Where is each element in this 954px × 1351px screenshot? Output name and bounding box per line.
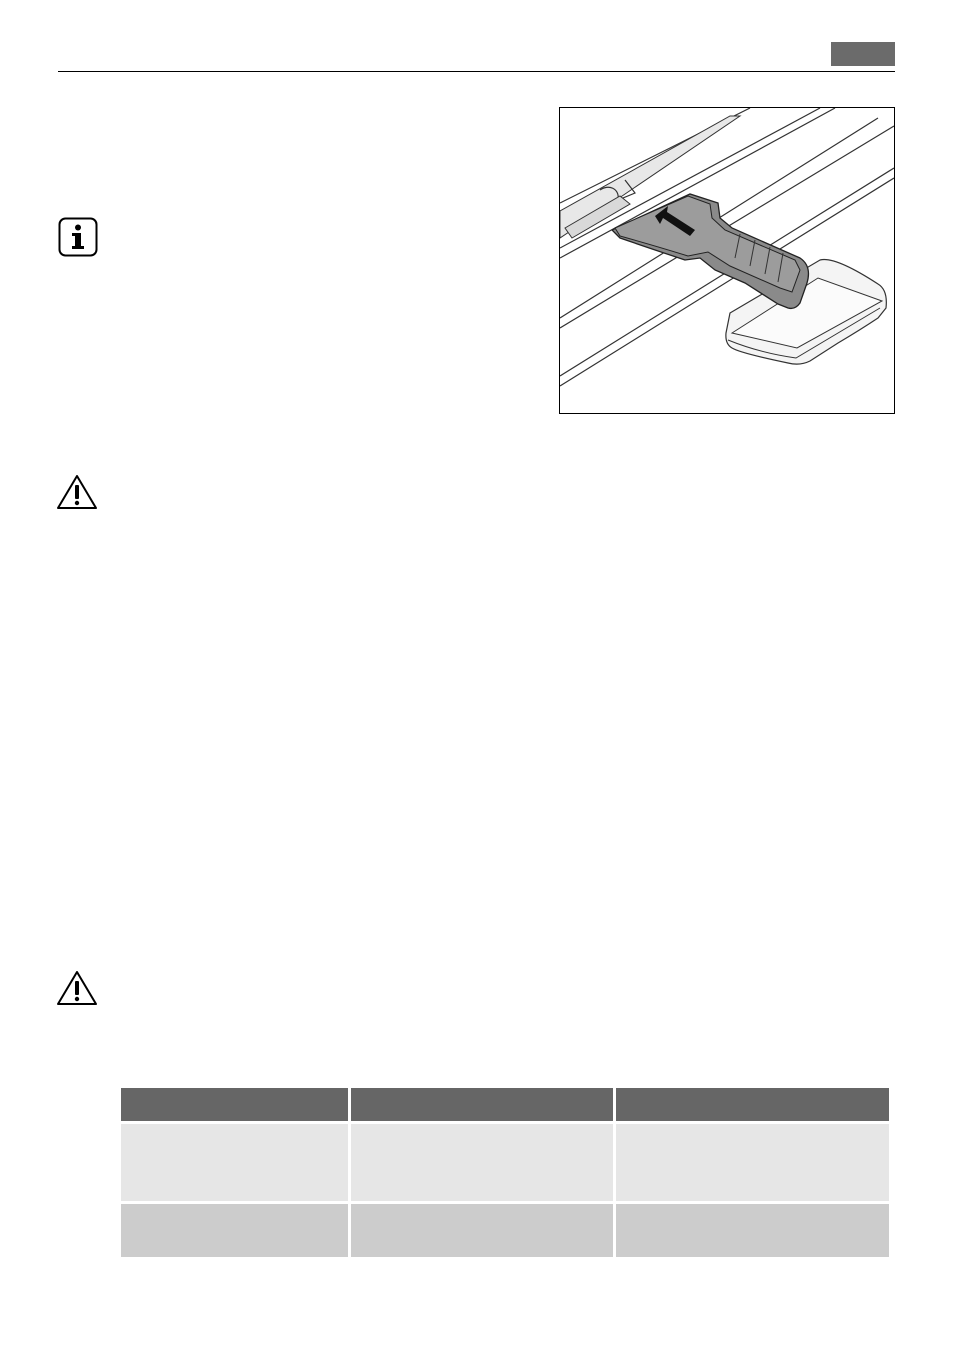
table-row — [121, 1204, 889, 1257]
table-cell — [121, 1204, 348, 1257]
ice-scraper-illustration — [560, 108, 894, 413]
table-header-cell — [121, 1088, 348, 1124]
table-header-cell — [616, 1088, 889, 1124]
info-icon — [58, 217, 98, 257]
illustration-figure — [559, 107, 895, 414]
table-header-cell — [351, 1088, 614, 1124]
table-cell — [351, 1124, 614, 1204]
table-header-row — [121, 1088, 889, 1124]
table-row — [121, 1124, 889, 1204]
specs-table — [118, 1088, 892, 1257]
warning-triangle-icon — [56, 970, 98, 1006]
header-tab — [831, 42, 895, 66]
header-rule — [58, 71, 895, 72]
table-cell — [616, 1124, 889, 1204]
table-cell — [351, 1204, 614, 1257]
table-cell — [616, 1204, 889, 1257]
warning-triangle-icon — [56, 474, 98, 510]
table-cell — [121, 1124, 348, 1204]
